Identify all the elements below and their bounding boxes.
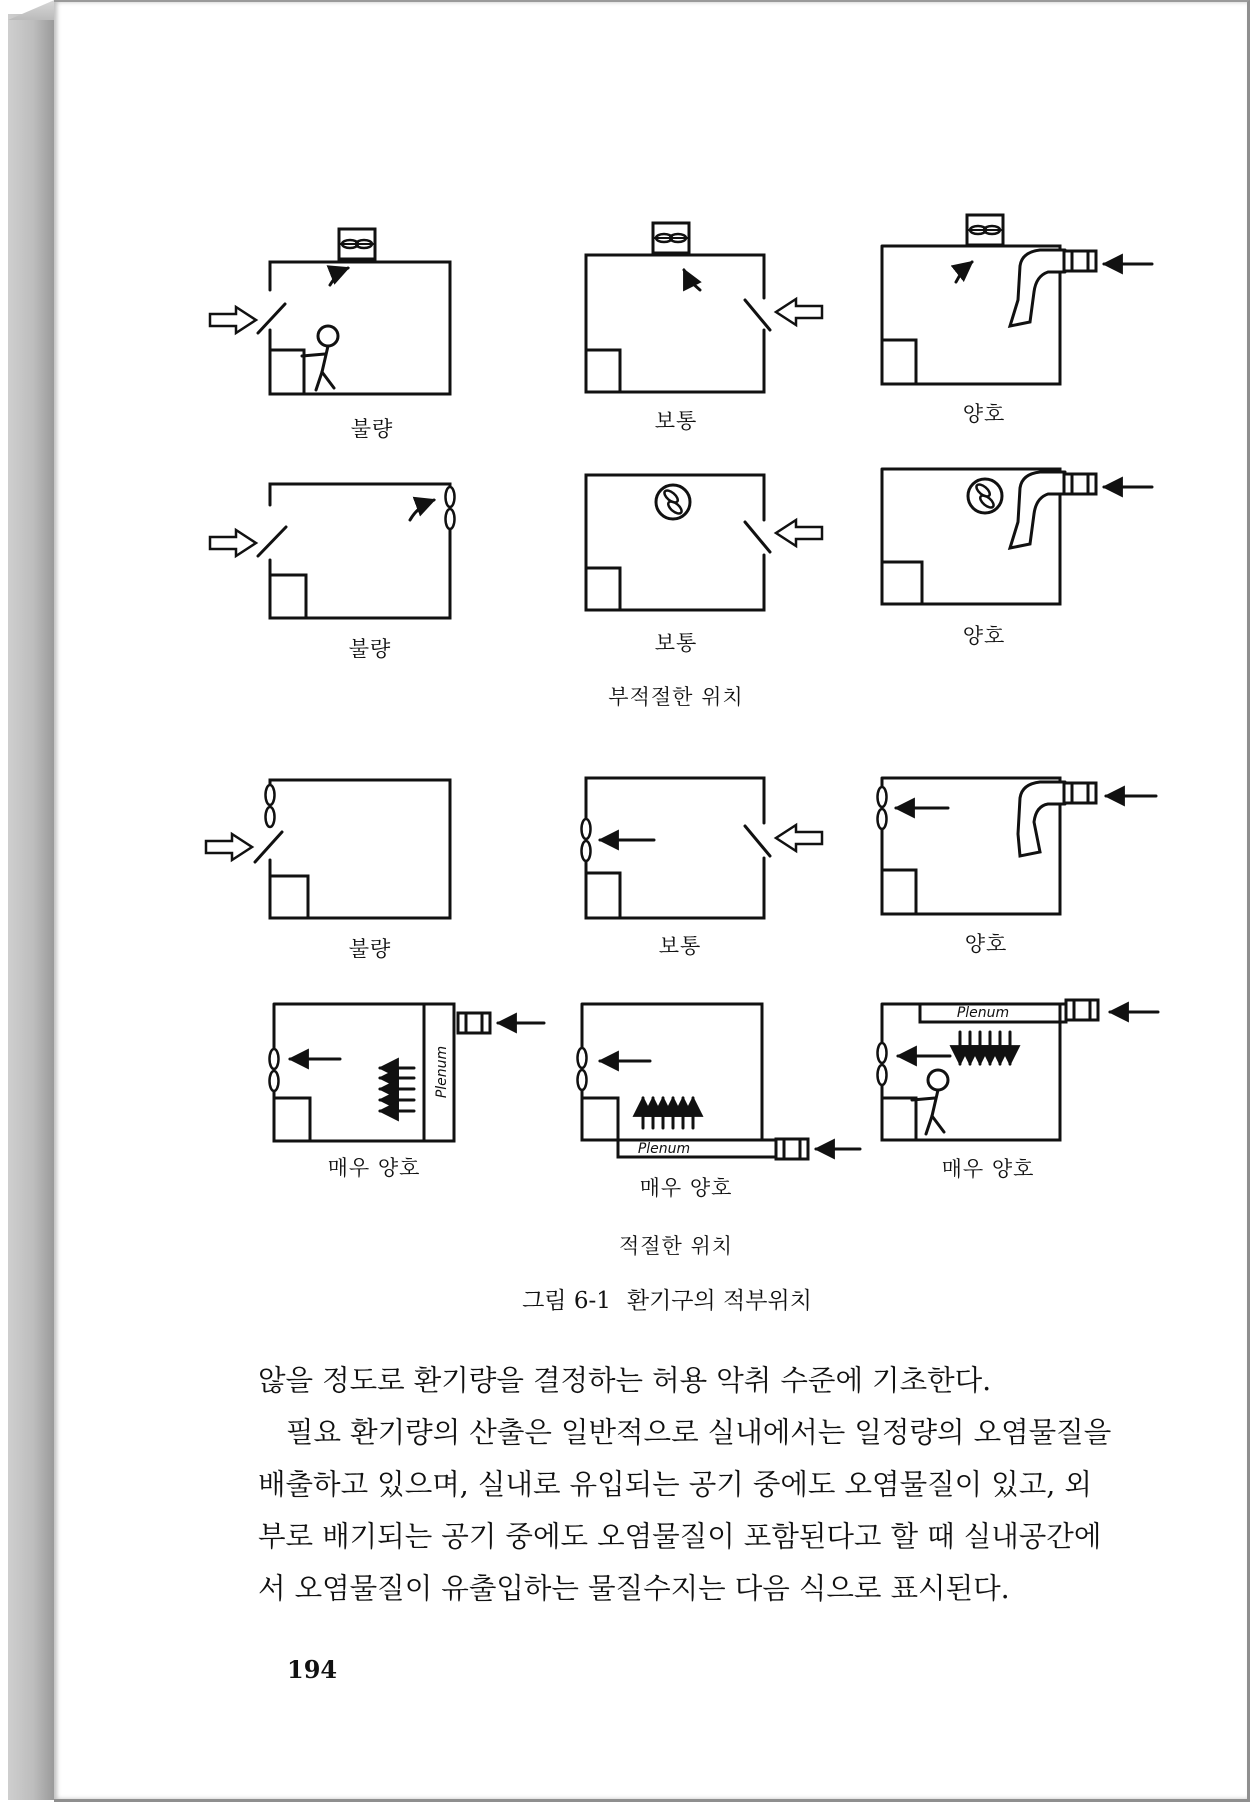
- body-line: 서 오염물질이 유출입하는 물질수지는 다음 식으로 표시된다.: [258, 1572, 1010, 1605]
- figure-caption: [522, 1282, 828, 1315]
- diagram-label-row2-good: 양호: [962, 624, 1006, 648]
- figure-number: 그림 6-1: [522, 1288, 611, 1314]
- body-paragraph: [258, 1355, 1158, 1615]
- figure-title: 환기구의 적부위치: [626, 1288, 812, 1314]
- diagram-label-row4-floor: 매우 양호: [639, 1176, 733, 1200]
- diagram-row3-fair: [582, 778, 823, 918]
- diagram-label-row2-fair: 보통: [654, 631, 698, 655]
- diagram-label-row1-poor: 불량: [350, 417, 394, 441]
- diagram-row4-plenum-side: [270, 1004, 545, 1141]
- diagram-label-row2-poor: 불량: [348, 637, 392, 661]
- plenum-label-ceiling: Plenum: [956, 1005, 1010, 1021]
- group-label-improper-location: 부적절한 위치: [608, 685, 744, 709]
- diagram-row4-plenum-floor: [578, 1004, 861, 1159]
- diagram-row1-good: [882, 215, 1152, 384]
- group-label-proper-location: 적절한 위치: [618, 1234, 734, 1258]
- diagram-row3-poor: [206, 780, 450, 918]
- page-number: 194: [287, 1655, 338, 1684]
- diagram-row3-good: [878, 778, 1157, 914]
- body-line: 않을 정도로 환기량을 결정하는 허용 악취 수준에 기초한다.: [258, 1364, 992, 1397]
- diagram-label-row1-good: 양호: [962, 402, 1006, 426]
- body-line: 배출하고 있으며, 실내로 유입되는 공기 중에도 오염물질이 있고, 외: [258, 1468, 1092, 1501]
- plenum-label-floor: Plenum: [637, 1141, 691, 1157]
- body-line: 필요 환기량의 산출은 일반적으로 실내에서는 일정량의 오염물질을: [286, 1416, 1112, 1449]
- diagram-label-row4-side: 매우 양호: [327, 1156, 421, 1180]
- body-line: 부로 배기되는 공기 중에도 오염물질이 포함된다고 할 때 실내공간에: [258, 1520, 1102, 1553]
- diagram-row2-poor: [210, 484, 455, 618]
- diagram-label-row3-fair: 보통: [658, 934, 702, 958]
- diagram-row1-poor: [210, 229, 450, 394]
- diagram-row1-fair: [586, 223, 822, 392]
- plenum-label-side: Plenum: [434, 1045, 450, 1099]
- diagram-label-row1-fair: 보통: [654, 409, 698, 433]
- diagram-row2-fair: [586, 475, 822, 610]
- diagram-label-row3-good: 양호: [964, 932, 1008, 956]
- diagram-label-row3-poor: 불량: [348, 937, 392, 961]
- diagram-row2-good: [882, 469, 1152, 604]
- diagram-label-row4-ceiling: 매우 양호: [941, 1157, 1035, 1181]
- diagram-row4-plenum-ceiling: [878, 1000, 1159, 1140]
